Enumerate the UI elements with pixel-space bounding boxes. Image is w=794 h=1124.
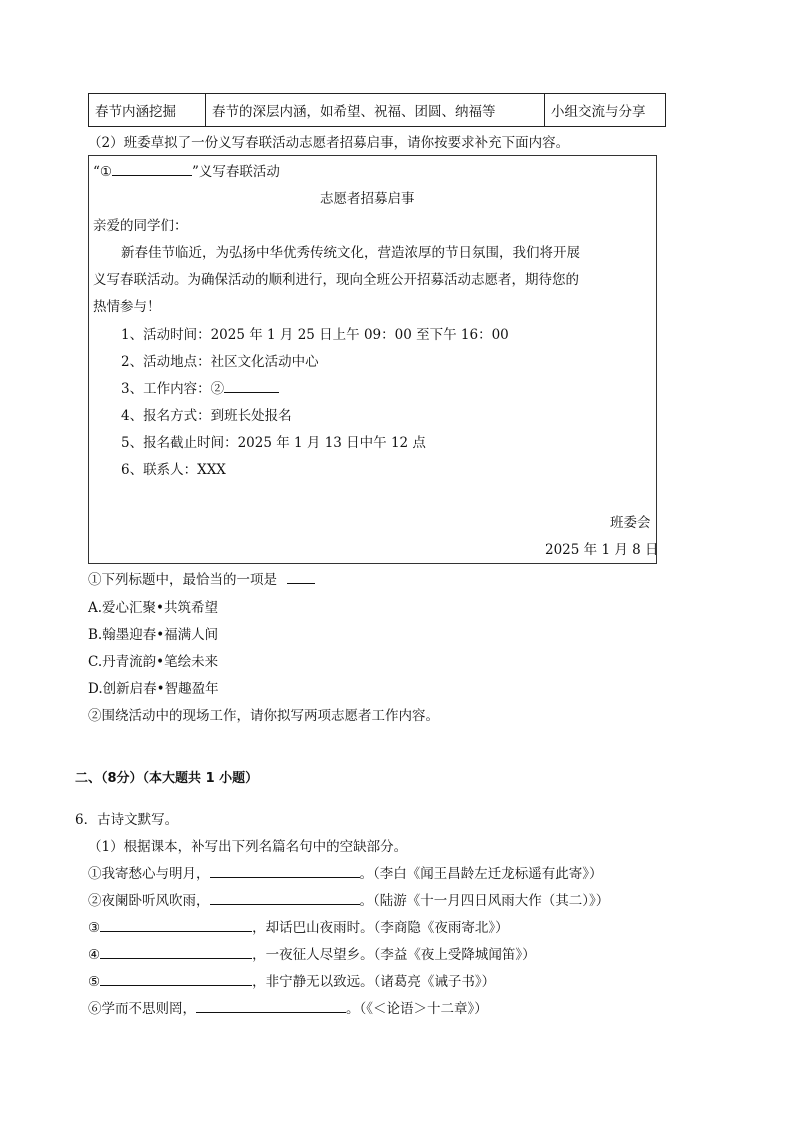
poem-line-post: ，非宁静无以致远。（诸葛亮《诫子书》） xyxy=(252,974,496,990)
activity-table xyxy=(88,93,666,127)
question-6: 6．古诗文默写。 xyxy=(75,812,179,828)
answer-blank-poem[interactable] xyxy=(196,998,346,1013)
notice-item: 6、联系人：XXX xyxy=(121,462,226,478)
answer-blank-poem[interactable] xyxy=(100,917,252,932)
notice-heading: 志愿者招募启事 xyxy=(320,191,415,207)
table-cell: 小组交流与分享 xyxy=(545,94,666,127)
q2-intro: （2）班委草拟了一份义写春联活动志愿者招募启事，请你按要求补充下面内容。 xyxy=(88,135,570,151)
poem-line xyxy=(88,970,495,990)
poem-line xyxy=(88,862,603,882)
notice-item: 2、活动地点：社区文化活动中心 xyxy=(121,354,319,370)
poem-line-pre: ①我寄愁心与明月， xyxy=(88,866,210,882)
option-a: A.爱心汇聚•共筑希望 xyxy=(88,600,219,616)
table-cell: 春节的深层内涵，如希望、祝福、团圆、纳福等 xyxy=(206,94,545,127)
notice-title-close: ”义写春联活动 xyxy=(192,164,280,180)
poem-line xyxy=(88,943,536,963)
poem-line xyxy=(88,889,609,909)
notice-date: 2025 年 1 月 8 日 xyxy=(545,542,659,558)
poem-line-pre: ④ xyxy=(88,947,101,963)
notice-item: 5、报名截止时间：2025 年 1 月 13 日中午 12 点 xyxy=(121,435,426,451)
poem-line-pre: ⑥学而不思则罔， xyxy=(88,1001,196,1017)
notice-title-open: “① xyxy=(93,164,113,180)
notice-item: 4、报名方式：到班长处报名 xyxy=(121,408,292,424)
poem-line-post: 。（陆游《十一月四日风雨大作（其二）》） xyxy=(359,893,610,909)
notice-paragraph-line: 义写春联活动。为确保活动的顺利进行，现向全班公开招募活动志愿者，期待您的 xyxy=(93,272,579,288)
notice-greeting: 亲爱的同学们： xyxy=(93,218,188,234)
poem-line xyxy=(88,916,509,936)
answer-blank-1[interactable] xyxy=(112,161,192,176)
answer-blank-poem[interactable] xyxy=(210,863,360,878)
table-row xyxy=(89,94,666,127)
poem-line-pre: ⑤ xyxy=(88,974,101,990)
poem-line-pre: ③ xyxy=(88,920,101,936)
answer-blank-poem[interactable] xyxy=(100,971,252,986)
notice-item: 1、活动时间：2025 年 1 月 25 日上午 09：00 至下午 16：00 xyxy=(121,327,509,343)
poem-line-post: ，一夜征人尽望乡。（李益《夜上受降城闻笛》） xyxy=(252,947,536,963)
section-heading: 二、（8分）（本大题共 1 小题） xyxy=(75,771,259,786)
answer-blank-choice[interactable] xyxy=(287,569,315,584)
poem-line-post: 。（李白《闻王昌龄左迁龙标遥有此寄》） xyxy=(359,866,603,882)
notice-signature: 班委会 xyxy=(610,515,651,531)
poem-line-pre: ②夜阑卧听风吹雨， xyxy=(88,893,210,909)
title-question-prompt: ①下列标题中，最恰当的一项是 xyxy=(88,572,277,588)
answer-blank-2[interactable] xyxy=(224,378,279,393)
notice-item-with-blank xyxy=(121,377,279,397)
table-cell: 春节内涵挖掘 xyxy=(89,94,206,127)
title-question xyxy=(88,568,315,588)
poem-line xyxy=(88,997,488,1017)
poem-line-post: 。（《＜论语＞十二章》） xyxy=(346,1001,488,1017)
notice-title-line xyxy=(93,160,280,180)
option-b: B.翰墨迎春•福满人间 xyxy=(88,627,219,643)
option-c: C.丹青流韵•笔绘未来 xyxy=(88,654,219,670)
notice-item: 3、工作内容：② xyxy=(121,381,225,397)
option-d: D.创新启春•智趣盈年 xyxy=(88,681,219,697)
subquestion-1: （1）根据课本，补写出下列名篇名句中的空缺部分。 xyxy=(88,839,408,855)
answer-blank-poem[interactable] xyxy=(210,890,360,905)
task-two: ②围绕活动中的现场工作，请你拟写两项志愿者工作内容。 xyxy=(88,708,439,724)
poem-line-post: ，却话巴山夜雨时。（李商隐《夜雨寄北》） xyxy=(252,920,509,936)
answer-blank-poem[interactable] xyxy=(100,944,252,959)
notice-paragraph-line: 新春佳节临近，为弘扬中华优秀传统文化，营造浓厚的节日氛围，我们将开展 xyxy=(121,245,580,261)
notice-paragraph-line: 热情参与！ xyxy=(93,299,161,315)
